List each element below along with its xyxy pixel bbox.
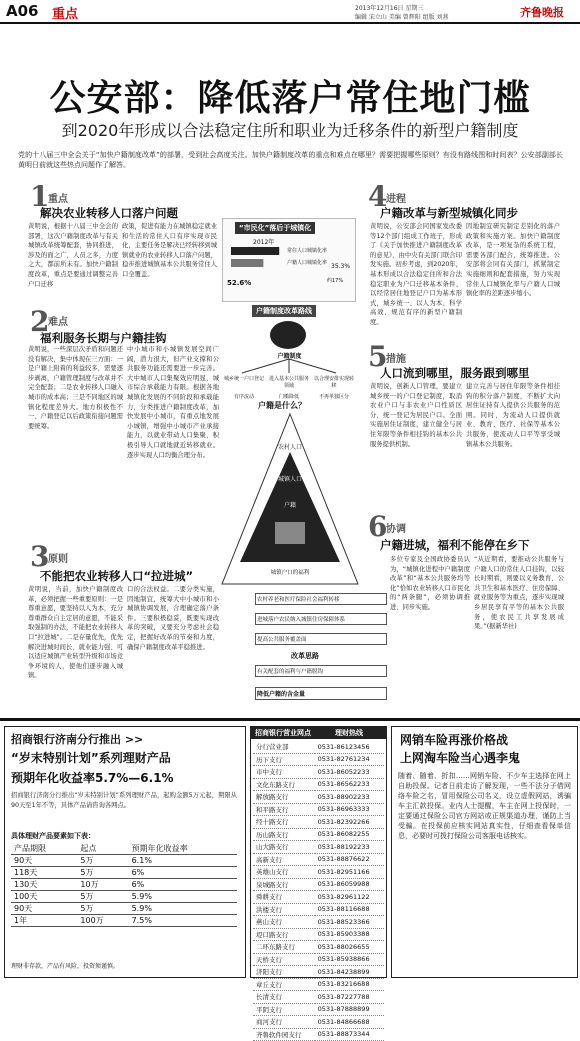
branch-name: 分行营业部 <box>253 741 315 753</box>
rate-yield: 6% <box>129 867 237 879</box>
branch-name: 山大路支行 <box>253 841 315 854</box>
branch-name: 英雄山支行 <box>253 866 315 879</box>
pyramid-item-1: 农村人口 <box>277 444 302 451</box>
table-row <box>253 916 384 929</box>
ad1-body: 招商银行济南分行推出“岁末特别计划”系列理财产品，起购金额5万元起，期限从90天至1年不等，具体产品请咨询各网点。 <box>11 792 237 809</box>
rate-min: 5万 <box>77 891 128 903</box>
branch-name: 解放路支行 <box>253 791 315 804</box>
branch-phone: 0531-84866688 <box>315 1016 384 1029</box>
table-row <box>11 903 237 915</box>
section-3-col2: 口的合法权益。二要分类实施，因地制宜，统筹大中小城市和小城镇协调发展，合理确定落户条件。三要积极稳妥，既要实现改革的突破，又要充分考虑社会稳定，把握好改革的节奏和力度，确保户籍制度改革平稳推进。 <box>127 586 219 651</box>
table-row <box>11 915 237 927</box>
section-divider <box>0 718 580 721</box>
page-number: A06 <box>6 2 39 20</box>
section-2-col2: 中小城市和小城镇发展空间广阔，潜力很大，但产业支撑和公共服务功能还需要进一步完善。大中城市人口集聚效应明显，城市综合承载能力有限。根据各地城镇化发展的不同阶段和承载能力，分类推进户籍制度改革，加快发展中小城市，有重点地发展小城镇，增强中小城市产业承接能力，以就业带动人口集聚，积极引导人口就地就近转移就业。逐步实现人口均衡合理分布。 <box>127 346 219 459</box>
section-5-col1: 黄明说，创新人口管理，要建立城乡统一的户口登记制度，取消农业户口与非农业户口性质区分，统一登记为居民户口。全面实施居住证制度，建立健全与居住年限等条件相挂钩的基本公共服务提供机制。 <box>370 383 462 448</box>
diagram-center: 户籍制度 <box>277 353 302 360</box>
branch-phone: 0531-88876622 <box>315 853 384 866</box>
reform-diagram <box>222 305 357 405</box>
table-row <box>253 1028 384 1041</box>
section-6-label: 协调 <box>386 524 406 535</box>
lead-paragraph: 党的十八届三中全会关于“加快户籍制度改革”的部署，受到社会高度关注。加快户籍制度改革的重点和难点在哪里？需要把握哪些原则？有没有路线图和时间表？公安部副部长黄明日前就这些热点问题作了解答。 <box>18 151 563 169</box>
table-row <box>253 841 384 854</box>
flow-item-2: 进城落户农民纳入城镇住房保障体系 <box>255 613 387 625</box>
rate-header-yield: 预期年化收益率 <box>129 843 237 855</box>
table-row <box>253 866 384 879</box>
branch-phone: 0531-88192233 <box>315 841 384 854</box>
section-1-number: 1 <box>30 180 50 213</box>
page-header <box>0 0 580 24</box>
branch-name: 文化东路支行 <box>253 778 315 791</box>
rate-header-term: 产品期限 <box>11 843 77 855</box>
branch-name: 天桥支行 <box>253 953 315 966</box>
branch-phone: 0531-88116688 <box>315 903 384 916</box>
reform-flow <box>255 593 385 711</box>
branch-name: 平阴支行 <box>253 1003 315 1016</box>
table-row <box>253 778 384 791</box>
chart-year: 2012年 <box>253 239 275 246</box>
branch-name: 泉城路支行 <box>253 878 315 891</box>
table-row <box>253 803 384 816</box>
ad1-footer: 理财非存款，产品有风险，投资须谨慎。 <box>11 963 120 970</box>
section-5-col2: 建立完善与居住年限等条件相挂钩的积分落户制度，不断扩大向居住证持有人提供公共服务的范围。同时，为流动人口提供就业、教育、医疗、社保等基本公共服务，使流动人口平等享受城镇基本公共服务。 <box>466 383 560 448</box>
table-row <box>11 867 237 879</box>
ad1-line2: “岁末特别计划”系列理财产品 <box>11 751 171 765</box>
branch-phone: 0531-88902233 <box>315 791 384 804</box>
table-row <box>253 741 384 753</box>
branch-phone: 0531-84238899 <box>315 966 384 979</box>
rate-yield: 7.5% <box>129 915 237 927</box>
rate-term: 90天 <box>11 903 77 915</box>
chart-bar-2 <box>231 259 263 267</box>
table-row <box>253 766 384 779</box>
branch-name: 济阳支行 <box>253 966 315 979</box>
ad3-subtitle: 上网淘车险当心遇李鬼 <box>400 751 521 765</box>
rate-term: 1年 <box>11 915 77 927</box>
section-4-col1: 黄明说，公安部会同国家发改委等12个部门组成工作班子，形成了《关于加快推进户籍制度改革的意见》，由中央有关部门联合印发实施。初步考虑，到2020年，基本形成以合法稳定住所和合法稳定职业为户口迁移基本条件、以经常居住地登记户口为基本形式，城乡统一、以人为本、科学高效、规范有序的新型户籍制度。 <box>370 223 462 326</box>
section-2-label: 难点 <box>48 317 68 328</box>
rate-term: 118天 <box>11 867 77 879</box>
issue-date: 2013年12月16日 星期三 <box>355 5 424 12</box>
branch-name: 商河支行 <box>253 1016 315 1029</box>
branch-name: 历下支行 <box>253 753 315 766</box>
branch-phone: 0531-88026655 <box>315 941 384 954</box>
branch-name: 长清支行 <box>253 991 315 1004</box>
newspaper-logo: 齐鲁晚报 <box>520 6 564 19</box>
branch-phone: 0531-86123456 <box>315 741 384 753</box>
rate-table-header <box>11 843 237 855</box>
section-6-title: 户籍进城，福利不能停在乡下 <box>380 538 530 552</box>
chart-value-2: 35.3% <box>331 263 351 270</box>
table-row <box>253 816 384 829</box>
ad3-body: 随着、随着、折扣……网销车险、不少车主选择在网上自助投保。记者日前走访了解发现，一些不法分子借网络车险之名，冒用保险公司名义，设立虚假网站，诱骗车主汇款投保。业内人士提醒，车主在网上投保时，一定要通过保险公司官方网站或正规渠道办理，谨防上当受骗。在投保前应核实网站真实性，仔细查看保单信息，必要时可拨打保险公司客服电话核实。 <box>398 772 571 840</box>
diagram-bottom-1: 有序流动 <box>233 394 254 400</box>
flow-item-3: 提高公共服务覆盖面 <box>255 633 387 645</box>
section-5-title: 人口流到哪里，服务跟到哪里 <box>380 366 530 380</box>
rate-min: 5万 <box>77 903 128 915</box>
section-3-label: 原则 <box>48 554 68 565</box>
section-1-title: 解决农业转移人口落户问题 <box>40 206 178 220</box>
branch-name: 齐鲁软件园支行 <box>253 1028 315 1041</box>
flow-center: 改革思路 <box>291 652 319 660</box>
branch-phone: 0531-86082255 <box>315 828 384 841</box>
rate-yield: 6% <box>129 879 237 891</box>
diagram-node-2: 进入基本公共服务领域 <box>268 376 309 389</box>
chart-title: “市民化”落后于城镇化 <box>235 222 315 234</box>
branch-name: 二环东路支行 <box>253 941 315 954</box>
branch-name: 堤口路支行 <box>253 928 315 941</box>
ad1-title: 招商银行济南分行推出 >> <box>11 733 144 746</box>
branch-phone: 0531-82961122 <box>315 891 384 904</box>
branch-phone: 0531-88873344 <box>315 1028 384 1041</box>
branch-phone: 0531-87888899 <box>315 1003 384 1016</box>
pyramid-title: 户籍是什么？ <box>258 401 306 410</box>
section-6-col1: 多位专家及全国政协委员认为，“城镇化进程中户籍制度改革”和“基本公共服务均等化”恰如农业转移人口市民化的“两条腿”，必须协调推进、同步实施。 <box>390 556 470 611</box>
branch-phone: 0531-83216688 <box>315 978 384 991</box>
branch-phone: 0531-86963333 <box>315 803 384 816</box>
table-row <box>253 928 384 941</box>
section-1-col1: 黄明说，根据十八届三中全会的部署，这次户籍制度改革与有关城镇改革统筹配套，协同推进，涉及的面之广，人员之多，力度之大，都前所未有。加快户籍制度改革，重点是要通过调整完善户口迁移 <box>28 223 118 288</box>
section-6-col2: “从近期看，要推动公共服务与户籍人口的常住人口挂钩，以较长时期看，则要以义务教育、公共卫生和基本医疗、住房保障、就业服务等为重点，逐步实现城乡居民享有平等的基本公共服务，使农民工共享发展成果。”(据新华社) <box>474 556 564 631</box>
table-row <box>253 1003 384 1016</box>
table-row <box>11 855 237 867</box>
diagram-title: 户籍制度改革路线 <box>252 305 316 317</box>
section-1-col2: 政策，促进有能力在城镇稳定就业和生活的常住人口有序实现市民化，主要任务是解决已经转移到城镇就业的农业转移人口落户问题，稳步推进城镇基本公共服务常住人口全覆盖。 <box>122 223 217 278</box>
ad1-table-title: 具体理财产品要素如下表： <box>11 832 95 840</box>
section-5-label: 措施 <box>386 354 406 365</box>
table-row <box>253 891 384 904</box>
branch-name: 章丘支行 <box>253 978 315 991</box>
table-row <box>253 791 384 804</box>
rate-min: 5万 <box>77 855 128 867</box>
rate-yield: 5.9% <box>129 891 237 903</box>
urbanization-chart <box>222 218 356 302</box>
table-row <box>253 853 384 866</box>
section-2-number: 2 <box>30 305 50 338</box>
branch-phone: 0531-82392266 <box>315 816 384 829</box>
ad2-col-title: 理财热线 <box>335 729 363 737</box>
cmb-branch-list <box>250 726 387 1039</box>
chart-value-1: 52.6% <box>227 279 252 287</box>
branch-phone: 0531-86059988 <box>315 878 384 891</box>
flow-item-1: 农村养老和医疗保险社会福利转移 <box>255 593 387 605</box>
section-2-col1: 黄明说，一些深层次矛盾和问题还没有解决，集中体现在三方面：一是户籍上附着的利益较多，需要逐步剥离，户籍管理制度与改革并不完全配套；二是农业转移人口融入城市的成本高；三是不同地区的城镇化程度差异大。地方积极性不一、户籍登记以后政策衔接问题需要统筹。 <box>28 346 123 430</box>
rate-header-min: 起点 <box>77 843 128 855</box>
pyramid-item-2: 城镇人口 <box>277 476 302 483</box>
branch-table <box>253 741 384 1041</box>
branch-name: 经十路支行 <box>253 816 315 829</box>
branch-phone: 0531-85938866 <box>315 953 384 966</box>
section-name: 重点 <box>52 7 79 22</box>
branch-name: 历山路支行 <box>253 828 315 841</box>
rate-min: 5万 <box>77 867 128 879</box>
hukou-pyramid <box>220 400 360 590</box>
branch-phone: 0531-82951166 <box>315 866 384 879</box>
branch-name: 和平路支行 <box>253 803 315 816</box>
rate-yield: 5.9% <box>129 903 237 915</box>
rate-term: 90天 <box>11 855 77 867</box>
flow-footer: 降低户籍的含金量 <box>255 687 387 700</box>
section-4-col2: 因地制宜研究制定差别化的落户政策和实施方案。加快户籍制度改革，是一项复杂的系统工程，需要各部门配合，统筹推进。公安部将会同有关部门，抓紧制定实施细则和配套措施，努力实现常住人口城镇化率与户籍人口城镇化率的差距逐步缩小。 <box>466 223 560 298</box>
section-6-number: 6 <box>368 510 388 543</box>
chart-label-2: 户籍人口城镇化率 <box>287 260 328 266</box>
rate-table <box>11 843 237 927</box>
ad3-title: 网销车险再涨价格战 <box>400 733 509 747</box>
rate-term: 100天 <box>11 891 77 903</box>
section-3-col1: 黄明说，当前，加快户籍制度改革，必须把握一些重要原则：一是尊重意愿，要坚持以人为本，充分尊重群众自主定居的意愿，不能采取强制的办法，不能把农业转移人口“拉进城”。二是存量优先，优先解决进城时间长、就业能力强、可以适应城镇产业转型升级和市场竞争环境的人，使他们逐步融入城镇。 <box>28 586 123 680</box>
table-row <box>253 953 384 966</box>
editors-line: 编辑 宋立山 美编 曾辉阳 组版 刘燕 <box>355 14 449 21</box>
table-row <box>11 879 237 891</box>
section-4-label: 进程 <box>386 194 406 205</box>
section-4-number: 4 <box>368 180 388 213</box>
branch-phone: 0531-86562233 <box>315 778 384 791</box>
chart-label-1: 常住人口城镇化率 <box>287 248 328 254</box>
branch-phone: 0531-86052233 <box>315 766 384 779</box>
car-insurance-article <box>391 726 578 978</box>
section-5-number: 5 <box>368 340 388 373</box>
table-row <box>253 878 384 891</box>
flow-item-4: 有关配套的福利与户籍脱钩 <box>255 665 387 677</box>
table-row <box>253 991 384 1004</box>
section-1-label: 重点 <box>48 194 68 205</box>
section-2-title: 福利服务长期与户籍挂钩 <box>40 331 167 345</box>
table-row <box>253 903 384 916</box>
ad1-line3: 预期年化收益率5.7%—6.1% <box>11 771 174 785</box>
branch-phone: 0531-82761234 <box>315 753 384 766</box>
branch-phone: 0531-85903388 <box>315 928 384 941</box>
section-3-number: 3 <box>30 540 50 573</box>
pyramid-item-3: 户籍 <box>283 502 296 509</box>
rate-term: 130天 <box>11 879 77 891</box>
branch-name: 燕山支行 <box>253 916 315 929</box>
section-3-title: 不能把农业转移人口“拉进城” <box>40 569 194 583</box>
table-row <box>253 941 384 954</box>
diagram-node-3: 以合理安排实现转移 <box>313 376 354 389</box>
chart-bar-1 <box>231 247 279 255</box>
diagram-bottom-2: 门槛降低 <box>278 394 299 400</box>
diagram-node-1: 城乡统一户口登记 <box>223 376 264 382</box>
rate-yield: 6.1% <box>129 855 237 867</box>
table-row <box>253 1016 384 1029</box>
rate-min: 100万 <box>77 915 128 927</box>
branch-name: 高新支行 <box>253 853 315 866</box>
diagram-bottom-3: 不再单独区分 <box>318 394 349 400</box>
ad2-title: 招商银行营业网点 <box>255 729 311 737</box>
branch-phone: 0531-87227788 <box>315 991 384 1004</box>
branch-phone: 0531-88523366 <box>315 916 384 929</box>
table-row <box>253 966 384 979</box>
diagram-arrows <box>222 345 357 375</box>
section-4-title: 户籍改革与新型城镇化同步 <box>380 206 518 220</box>
sub-headline: 到2020年形成以合法稳定住所和职业为迁移条件的新型户籍制度 <box>61 121 519 140</box>
branch-name: 舜耕支行 <box>253 891 315 904</box>
pyramid-item-4: 城镇户口的福利 <box>270 570 310 576</box>
branch-name: 市中支行 <box>253 766 315 779</box>
table-row <box>253 753 384 766</box>
chart-gap: 约17% <box>327 278 344 284</box>
branch-name: 洪楼支行 <box>253 903 315 916</box>
cmb-wealth-ad <box>4 726 246 978</box>
main-headline: 公安部：降低落户常住地门槛 <box>49 78 531 119</box>
table-row <box>11 891 237 903</box>
table-row <box>253 828 384 841</box>
rate-min: 10万 <box>77 879 128 891</box>
